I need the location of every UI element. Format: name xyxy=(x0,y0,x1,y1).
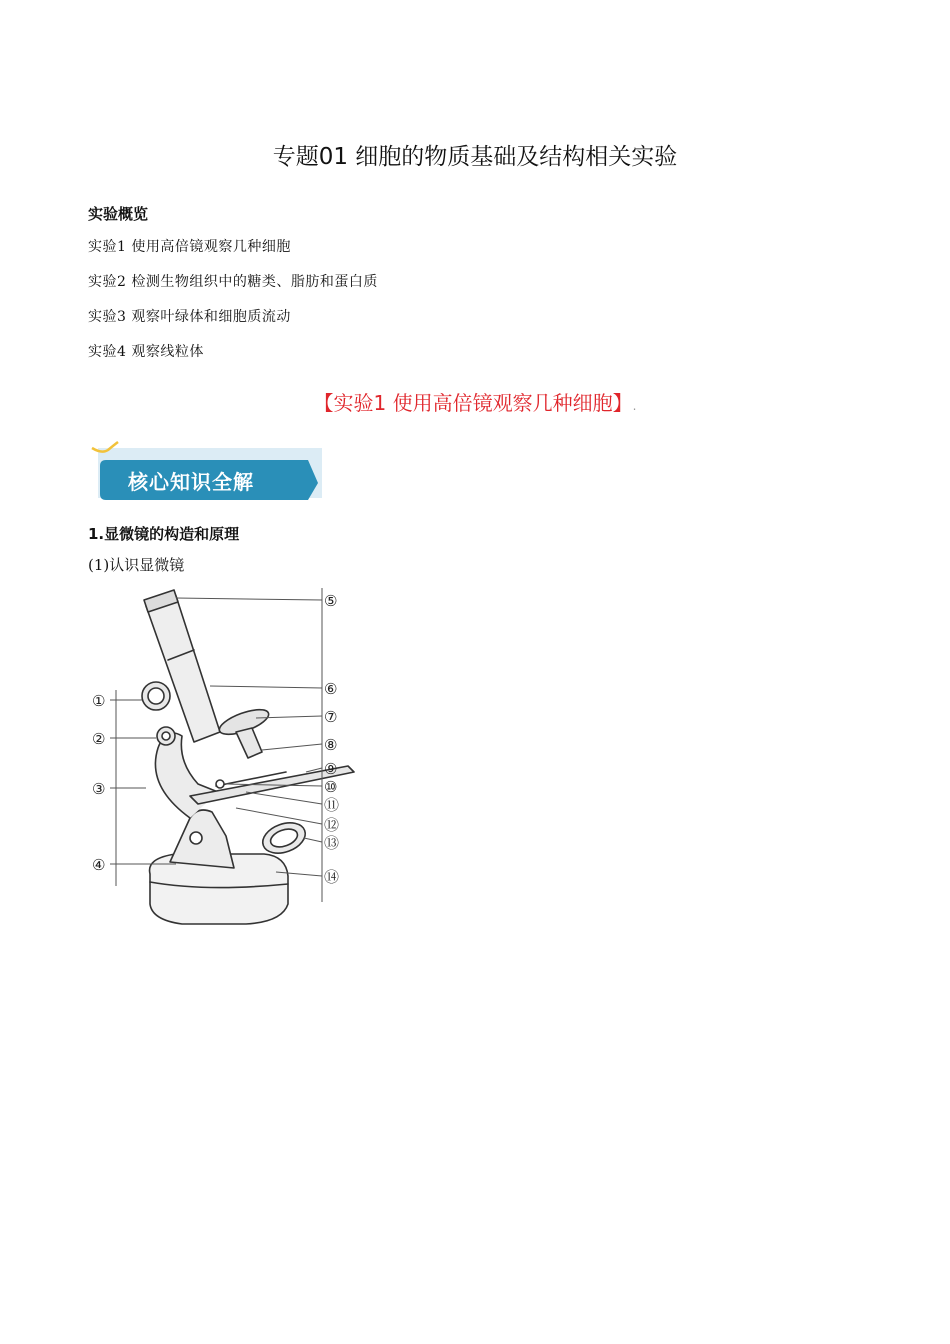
overview-item-4: 实验4 观察线粒体 xyxy=(88,344,204,360)
label-12: ⑫ xyxy=(324,816,340,834)
label-6: ⑥ xyxy=(324,680,338,698)
tilt-joint xyxy=(190,832,202,844)
label-1: ① xyxy=(92,692,106,710)
microscope-diagram xyxy=(86,586,358,928)
leader-6 xyxy=(210,686,322,688)
label-11: ⑪ xyxy=(324,796,340,814)
label-8: ⑧ xyxy=(324,736,338,754)
leader-5 xyxy=(176,598,322,600)
label-9: ⑨ xyxy=(324,760,338,778)
label-14: ⑭ xyxy=(324,868,340,886)
overview-item-3: 实验3 观察叶绿体和细胞质流动 xyxy=(88,309,291,325)
label-7: ⑦ xyxy=(324,708,338,726)
label-10: ⑩ xyxy=(324,778,338,796)
leader-12 xyxy=(236,808,322,824)
page-title: 专题01 细胞的物质基础及结构相关实验 xyxy=(272,144,678,170)
label-3: ③ xyxy=(92,780,106,798)
section-title-text: 【实验1 使用高倍镜观察几种细胞】 xyxy=(313,391,633,415)
leader-11 xyxy=(246,792,322,804)
label-13: ⑬ xyxy=(324,834,340,852)
banner-label: 核心知识全解 xyxy=(128,470,254,494)
coarse-knob-inner xyxy=(148,688,164,704)
label-5: ⑤ xyxy=(324,592,338,610)
knowledge-heading: 1.显微镜的构造和原理 xyxy=(88,525,240,543)
objective-lens xyxy=(236,728,262,758)
clip-screw xyxy=(216,780,224,788)
label-4: ④ xyxy=(92,856,106,874)
overview-heading: 实验概览 xyxy=(88,205,149,223)
knowledge-item: (1)认识显微镜 xyxy=(88,556,185,574)
overview-item-2: 实验2 检测生物组织中的糖类、脂肪和蛋白质 xyxy=(88,274,378,290)
leader-13 xyxy=(304,838,322,842)
overview-item-1: 实验1 使用高倍镜观察几种细胞 xyxy=(88,239,291,255)
lens-tube xyxy=(146,596,220,742)
leader-8 xyxy=(262,744,322,750)
label-2: ② xyxy=(92,730,106,748)
fine-knob-inner xyxy=(162,732,170,740)
section-title xyxy=(0,387,950,416)
section-title-mark: . xyxy=(632,399,637,413)
